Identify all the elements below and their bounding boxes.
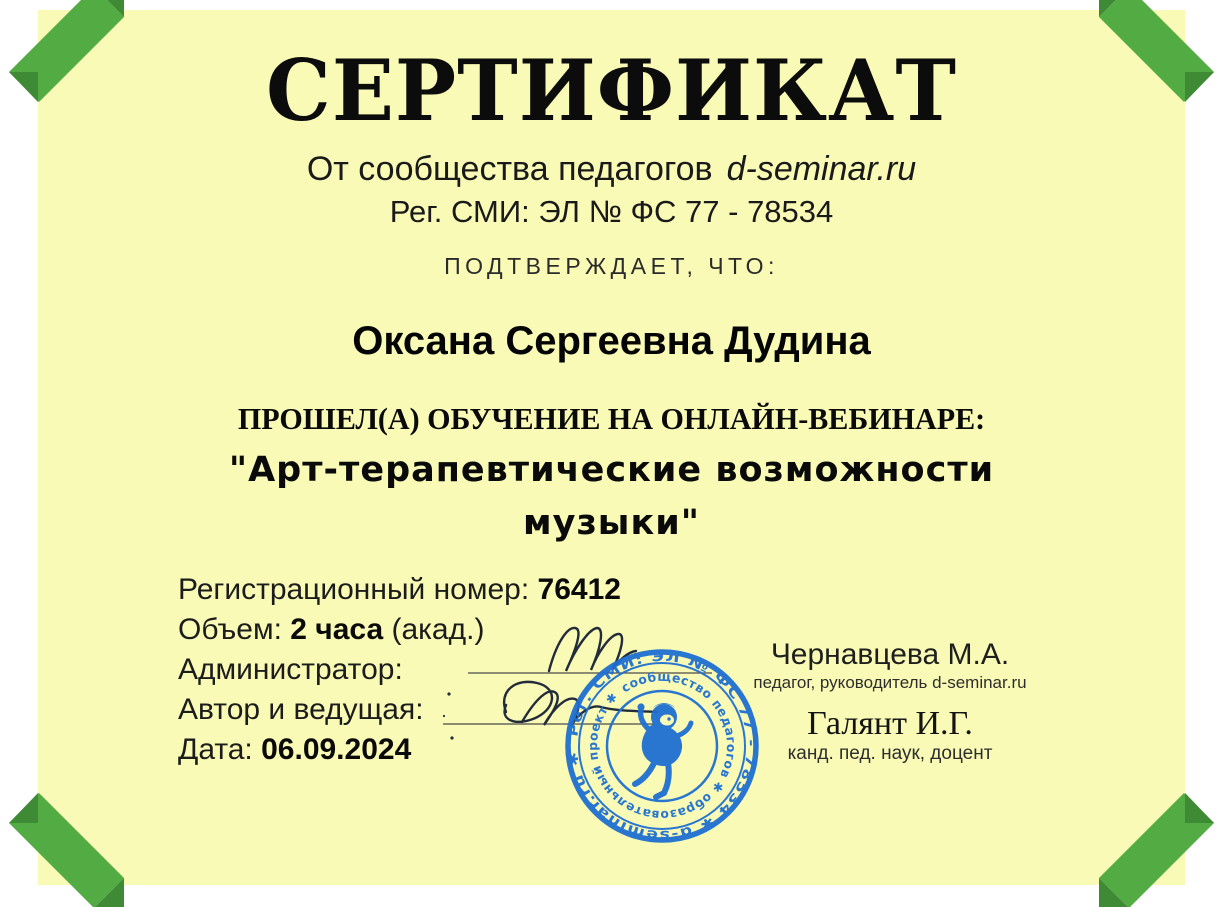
- registration-number-label: Регистрационный номер:: [178, 573, 530, 606]
- course-title: [38, 444, 1185, 549]
- volume-suffix: (акад.): [391, 613, 485, 646]
- course-title-text: "Арт-терапевтические возможности музыки": [228, 450, 995, 543]
- volume-row: [178, 610, 621, 650]
- signer-name-galyant: Галянт И.Г.: [807, 705, 973, 742]
- confirm-line: ПОДТВЕРЖДАЕТ, ЧТО:: [444, 253, 779, 279]
- stamp-outer-ring-text: Рег. СМИ: ЭЛ № ФС 77 - 78534 ✱ d-seminar.ru ✱: [565, 648, 760, 844]
- course-heading: ПРОШЕЛ(А) ОБУЧЕНИЕ НА ОНЛАЙН-ВЕБИНАРЕ:: [237, 401, 986, 436]
- community-site: d-seminar.ru: [726, 150, 917, 188]
- registration-number-value: 76412: [537, 573, 621, 606]
- corner-ribbon-top-left: [0, 0, 158, 130]
- signer-role-galyant: канд. пед. наук, доцент: [787, 742, 993, 764]
- signer-role-chernavtseva: педагог, руководитель d-seminar.ru: [753, 673, 1027, 692]
- corner-ribbon-bottom-left: [0, 765, 158, 907]
- administrator-label: Администратор:: [178, 653, 403, 686]
- certificate-title: СЕРТИФИКАТ: [266, 41, 957, 140]
- signer-name-chernavtseva: Чернавцева М.А.: [770, 638, 1010, 671]
- date-row: [178, 730, 621, 770]
- certificate-page: [38, 10, 1185, 885]
- corner-ribbon-bottom-right: [1065, 765, 1217, 907]
- volume-value: 2 часа: [290, 613, 384, 646]
- corner-ribbon-top-right: [1065, 0, 1217, 130]
- community-prefix: От сообщества педагогов: [306, 150, 713, 188]
- signers-block: [720, 638, 1060, 765]
- author-row: [178, 690, 621, 730]
- community-line: [38, 150, 1185, 189]
- registration-number-row: [178, 570, 621, 610]
- author-label: Автор и ведущая:: [178, 693, 424, 726]
- date-label: Дата:: [178, 733, 253, 766]
- administrator-row: [178, 650, 621, 690]
- volume-label: Объем:: [178, 613, 282, 646]
- smi-registration-line: Рег. СМИ: ЭЛ № ФС 77 - 78534: [389, 194, 834, 229]
- details-block: [178, 570, 621, 770]
- recipient-name: Оксана Сергеевна Дудина: [352, 319, 871, 363]
- stamp-inner-ring-text: сообщество педагогов ✱ образовательный проект ✱: [584, 668, 740, 824]
- date-value: 06.09.2024: [261, 733, 412, 766]
